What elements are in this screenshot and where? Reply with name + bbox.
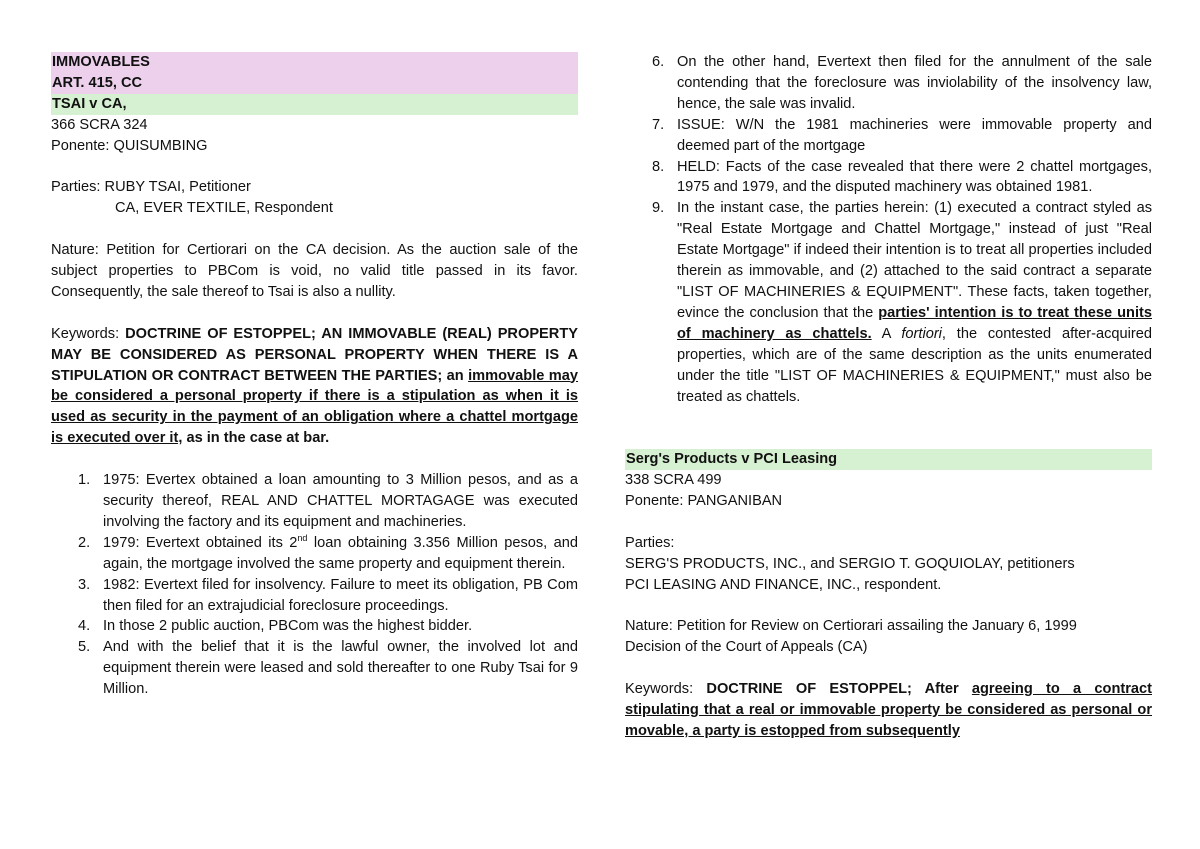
list-item: 3. 1982: Evertext filed for insolvency. Failure to meet its obligation, PB Com then filed for an extrajudicial foreclosure proceedings. <box>78 576 578 614</box>
keywords-paragraph <box>51 324 578 449</box>
ponente: Ponente: QUISUMBING <box>51 137 208 154</box>
nature-line-1: Nature: Petition for Review on Certiorari assailing the January 6, 1999 <box>625 618 1077 635</box>
keywords-underlined: immovable may be considered a personal property if there is a stipulation as when it is used as security in the payment of an obligation where a chattel mortgage is executed over it, <box>51 367 578 447</box>
list-item: 4. In those 2 public auction, PBCom was the highest bidder. <box>78 618 473 635</box>
case-title-tsai: TSAI v CA, <box>51 94 578 115</box>
list-item: 9. In the instant case, the parties herein: (1) executed a contract styled as "Real Estate Mortgage and Chattel Mortgage," instead of just "Real Estate Mortgage" if indeed their intention is to treat all properties included therein as immovable, and (2) attached to the said contract a separate "LIST OF MACHINERIES & EQUIPMENT". These facts, taken together, evince the conclusion that the parties' intention is to treat these units of machinery as chattels. A fortiori, the contested after-acquired properties, which are of the same description as the units enumerated under the title "LIST OF MACHINERIES & EQUIPMENT," must also be treated as chattels. <box>652 200 1152 405</box>
ponente: Ponente: PANGANIBAN <box>625 493 783 509</box>
keywords-tail: as in the case at bar. <box>186 430 330 447</box>
parties-respondent: CA, EVER TEXTILE, Respondent <box>115 200 333 217</box>
nature-paragraph: Nature: Petition for Certiorari on the CA decision. As the auction sale of the subject properties to PBCom is void, no valid title passed in its favor. Consequently, the sale thereof to Tsai is also a nullity. <box>51 242 578 300</box>
keywords-label: Keywords: <box>51 325 120 342</box>
citation: 338 SCRA 499 <box>625 472 722 489</box>
list-item: 2. 1979: Evertext obtained its 2nd loan obtaining 3.356 Million pesos, and again, the mortgage involved the same property and equipment therein. <box>78 532 578 572</box>
right-column <box>625 52 1152 742</box>
list-item: 8. HELD: Facts of the case revealed that there were 2 chattel mortgages, 1975 and 1979, and the disputed machinery was obtained 1981. <box>652 158 1152 196</box>
case-title-sergs: Serg's Products v PCI Leasing <box>625 449 1152 470</box>
nature-line-2: Decision of the Court of Appeals (CA) <box>625 639 868 656</box>
parties-respondent: PCI LEASING AND FINANCE, INC., respondent. <box>625 576 942 593</box>
heading-article: ART. 415, CC <box>51 73 578 94</box>
facts-list <box>51 470 578 700</box>
list-item: 7. ISSUE: W/N the 1981 machineries were immovable property and deemed part of the mortgage <box>652 116 1152 154</box>
list-item: 1. 1975: Evertex obtained a loan amounting to 3 Million pesos, and as a security thereof, REAL AND CHATTEL MORTAGAGE was executed involving the factory and its equipment and machineries. <box>78 472 578 530</box>
keywords-paragraph <box>625 679 1152 742</box>
keywords-bold: DOCTRINE OF ESTOPPEL; After <box>706 681 959 698</box>
facts-list-continued <box>625 52 1152 407</box>
parties-petitioners: SERG'S PRODUCTS, INC., and SERGIO T. GOQUIOLAY, petitioners <box>625 555 1075 572</box>
left-column <box>51 52 578 700</box>
parties-petitioner: Parties: RUBY TSAI, Petitioner <box>51 179 251 196</box>
keywords-underlined: agreeing to a contract stipulating that a real or immovable property be considered as personal or movable, a party is estopped from subsequently <box>625 681 1152 739</box>
heading-immovables: IMMOVABLES <box>51 52 578 73</box>
list-item: 5. And with the belief that it is the lawful owner, the involved lot and equipment therein were leased and sold thereafter to one Ruby Tsai for 9 Million. <box>78 639 578 698</box>
list-item: 6. On the other hand, Evertext then filed for the annulment of the sale contending that the foreclosure was inviolability of the insolvency law, hence, the sale was invalid. <box>652 54 1152 112</box>
parties-label: Parties: <box>625 534 675 551</box>
keywords-label: Keywords: <box>625 681 694 698</box>
keywords-bold: DOCTRINE OF ESTOPPEL; AN IMMOVABLE (REAL) PROPERTY MAY BE CONSIDERED AS PERSONAL PROPERTY WHEN THERE IS A STIPULATION OR CONTRACT BETWEEN THE PARTIES; an <box>51 325 578 384</box>
citation: 366 SCRA 324 <box>51 116 148 133</box>
